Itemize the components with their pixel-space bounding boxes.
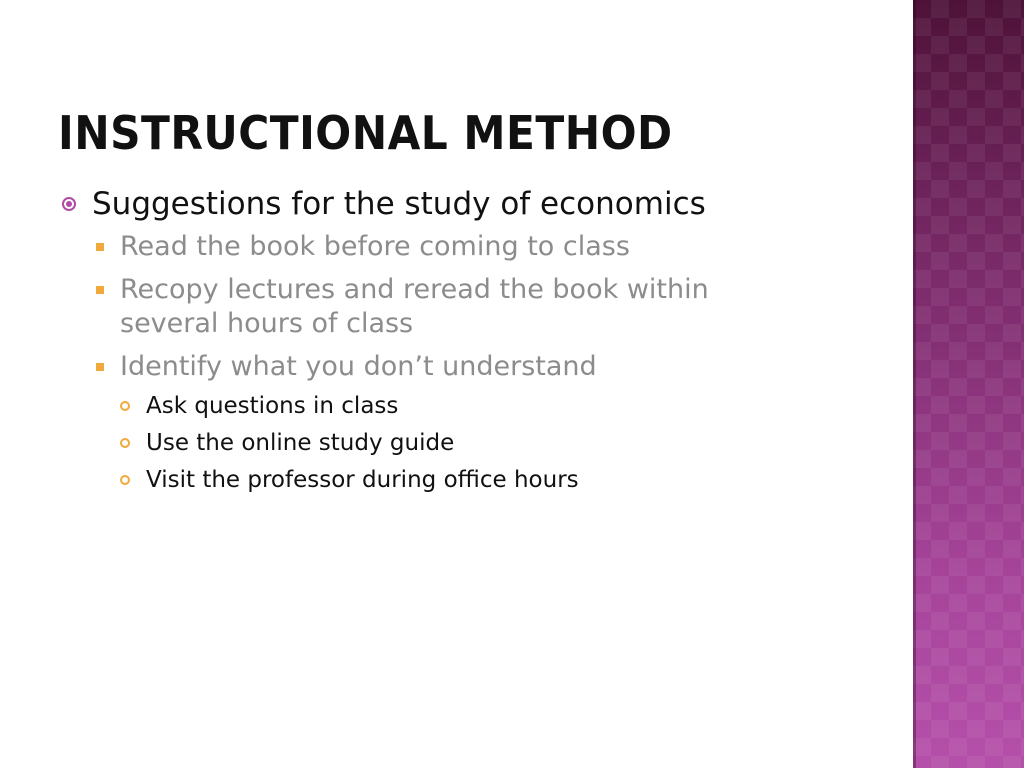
sub-sub-bullet-text: Use the online study guide	[146, 430, 455, 456]
target-bullet-icon	[62, 184, 92, 224]
square-bullet-icon	[96, 273, 120, 307]
sub-sub-bullet-text: Visit the professor during office hours	[146, 467, 579, 493]
sub-bullet-text: Read the book before coming to class	[120, 231, 630, 262]
slide-content	[62, 184, 782, 502]
ring-bullet-icon	[120, 428, 146, 458]
bullet-level1-text: Suggestions for the study of economics	[92, 186, 706, 222]
sub-bullet	[96, 230, 782, 264]
decorative-side-band	[913, 0, 1024, 768]
bullet-level1	[62, 184, 782, 224]
sub-bullet-text: Recopy lectures and reread the book within several hours of class	[120, 274, 709, 339]
slide-title: INSTRUCTIONAL METHOD	[58, 106, 673, 160]
ring-bullet-icon	[120, 391, 146, 421]
sub-bullet	[96, 350, 782, 384]
sub-bullet-text: Identify what you don’t understand	[120, 351, 597, 382]
sub-sub-bullet	[120, 465, 782, 495]
ring-bullet-icon	[120, 465, 146, 495]
sub-sub-bullet	[120, 391, 782, 421]
side-band-edge	[913, 0, 916, 768]
square-bullet-icon	[96, 230, 120, 264]
sub-sub-bullet-list	[120, 391, 782, 495]
sub-sub-bullet-text: Ask questions in class	[146, 393, 399, 419]
sub-bullet	[96, 273, 782, 341]
square-bullet-icon	[96, 350, 120, 384]
sub-bullet-list	[96, 230, 782, 384]
sub-sub-bullet	[120, 428, 782, 458]
